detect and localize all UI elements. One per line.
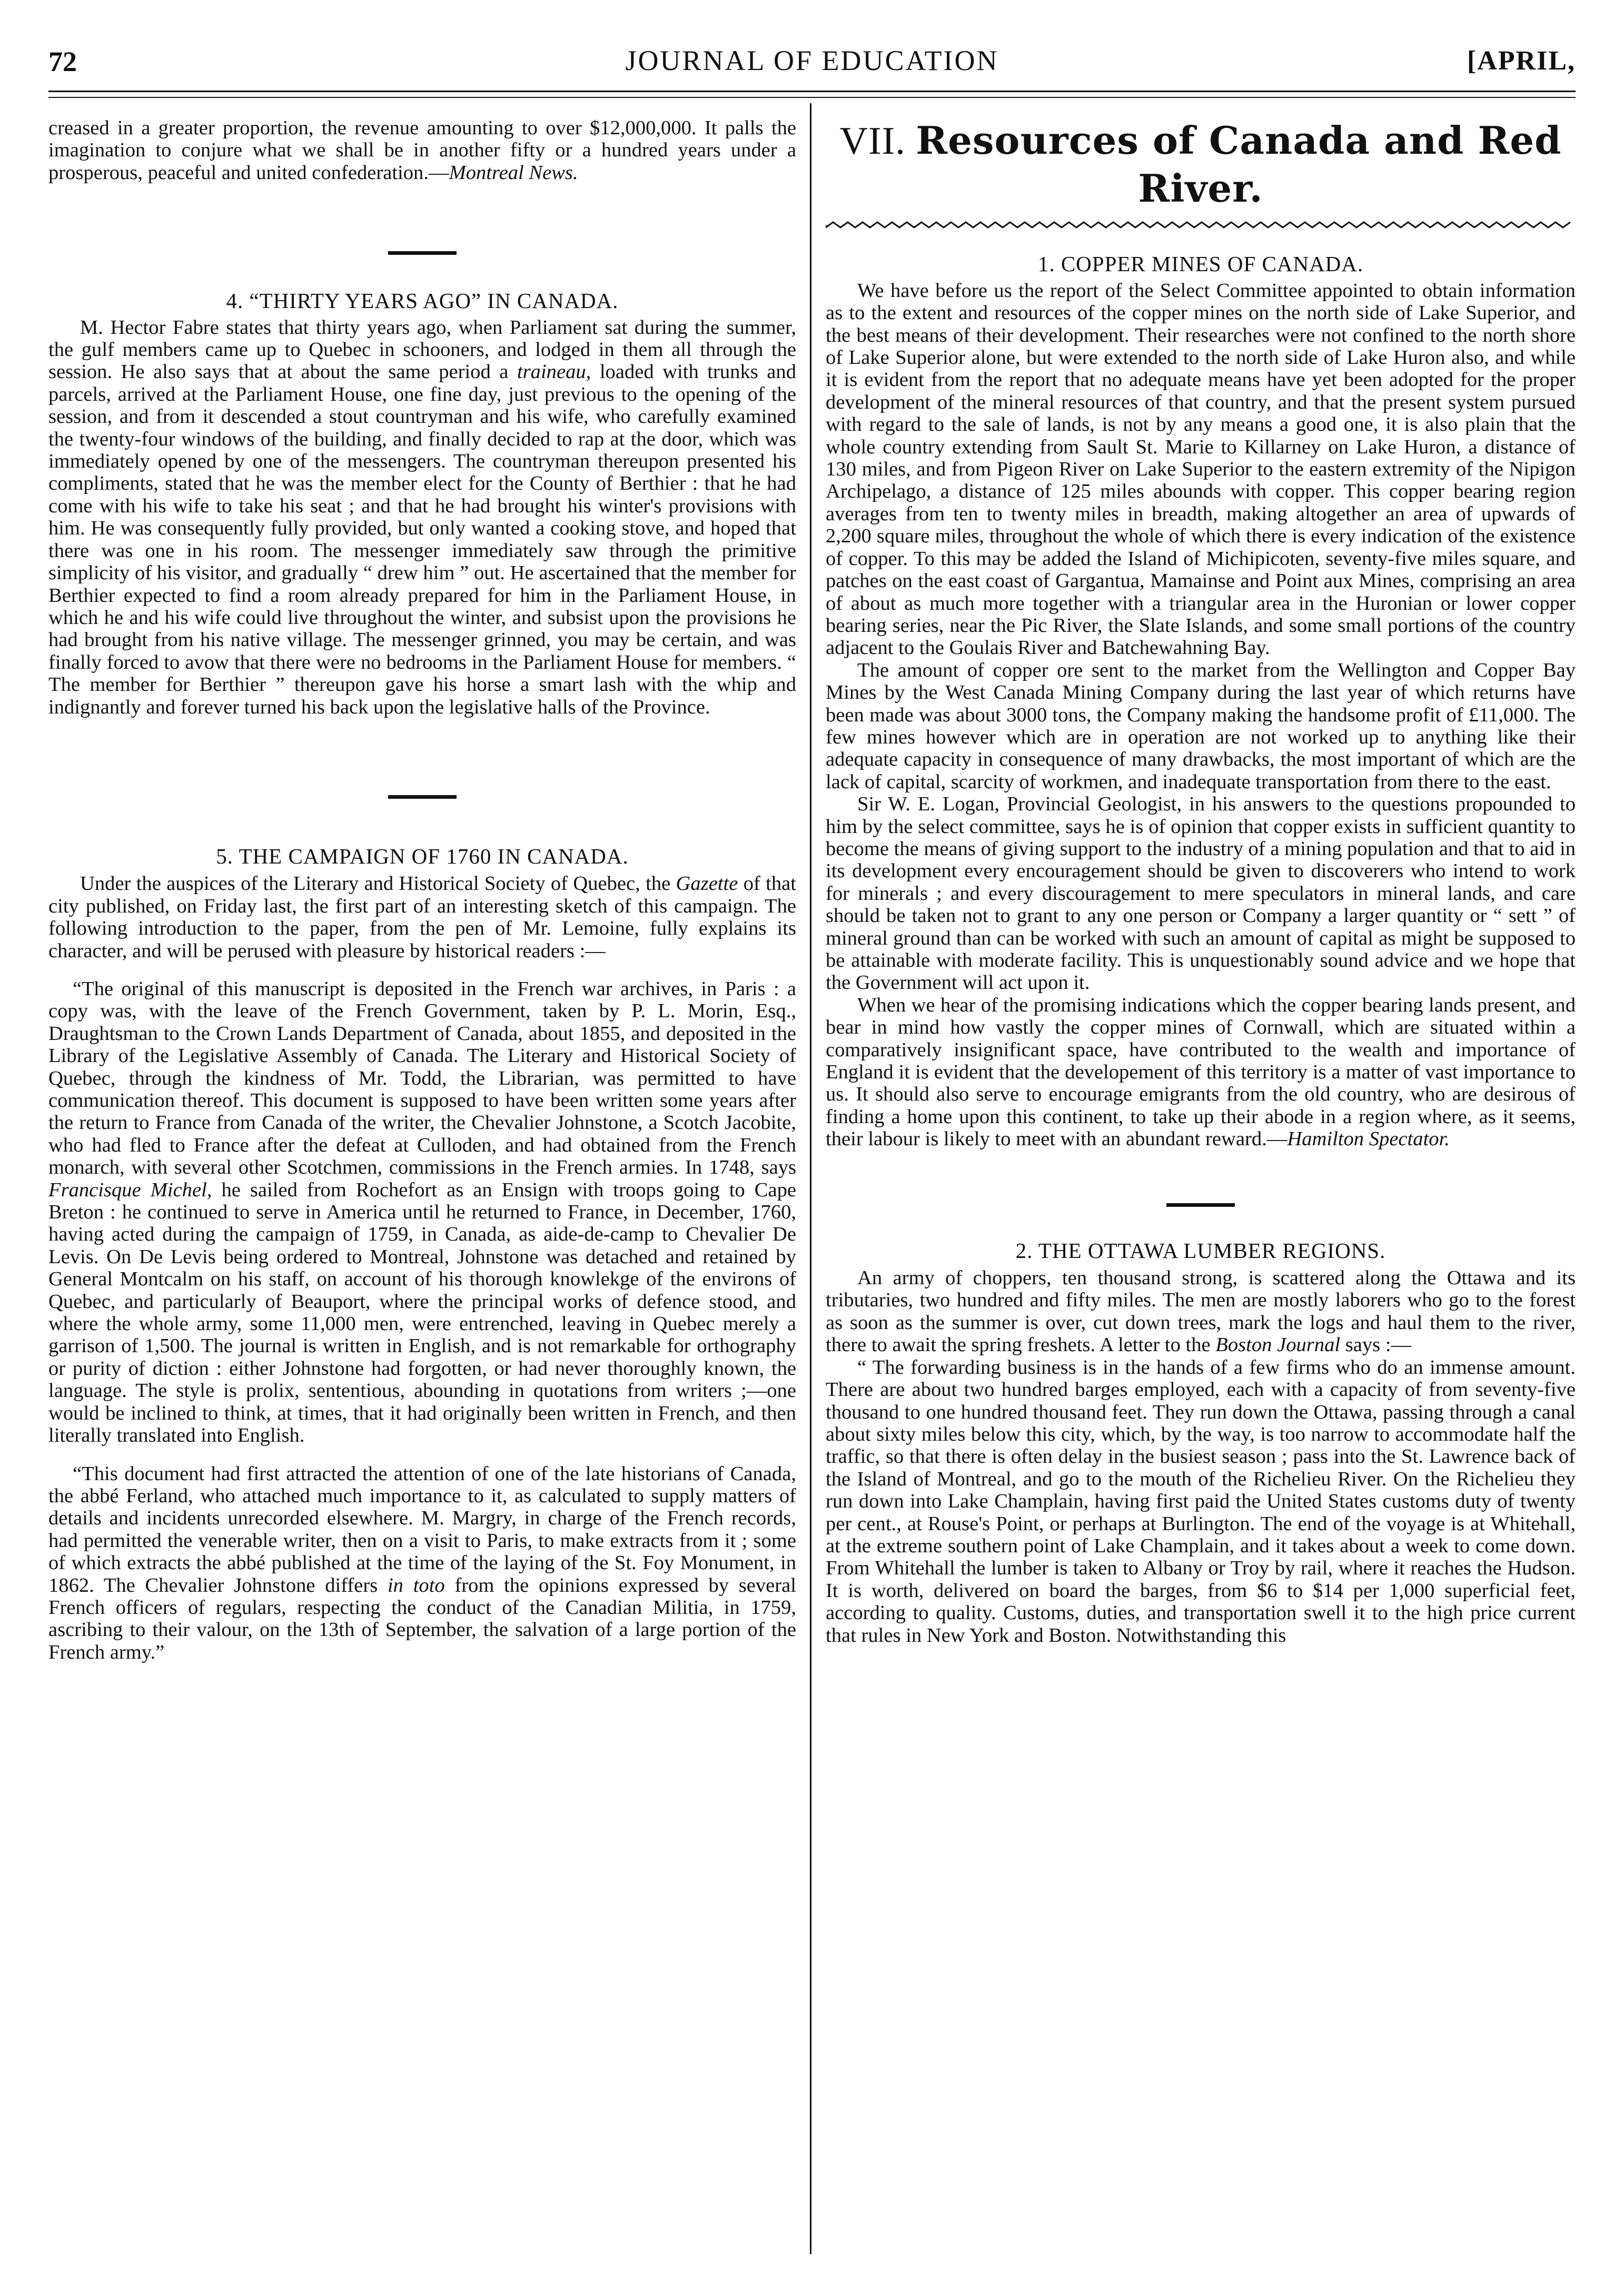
italic-run: in toto	[387, 1574, 445, 1596]
section-4-title: 4. “THIRTY YEARS AGO” IN CANADA.	[226, 289, 619, 313]
italic-run: Gazette	[676, 872, 738, 895]
text-run: “This document had first attracted the attention of one of the late historians of Canada, the abbé Ferland, who attached much importance to it, as calculated to supply matters of details and incidents unrecorded elsewhere. M. Margry, in charge of the French records, had permitted the venerable writer, then on a visit to Paris, to make extracts from it ; some of which extracts the abbé published at the time of the laying of the St. Foy Monument, in 1862. The Chevalier Johnstone differs	[48, 1462, 796, 1596]
copper-paragraph-4	[826, 994, 1576, 1151]
italic-run: Montreal News.	[449, 161, 578, 184]
page-number: 72	[48, 46, 77, 77]
italic-run: Boston Journal	[1215, 1334, 1341, 1356]
text-run: “ The forwarding business is in the hands of a few firms who do an immense amount. There are about two hundred barges employed, each with a capacity of from seventy-five thousand to one hundred thousand feet. They run down the Ottawa, passing through a canal about sixty miles below this city, which, by the way, is too narrow to accommodate half the traffic, so that there is often delay in the busiest season ; pass into the St. Lawrence back of the Island of Montreal, and go to the mouth of the Richelieu River. On the Richelieu they run down into Lake Champlain, having first paid the United States customs duty of twenty per cent., at Rouse's Point, or perhaps at Burlington. The end of the voyage is at Whitehall, at the extreme southern point of Lake Champlain, and it takes about a week to come down. From Whitehall the lumber is taken to Albany or Troy by rail, where it reaches the Hudson. It is worth, delivered on board the barges, from $6 to $14 per 1,000 superficial feet, according to quality. Customs, duties, and transportation swell it to the high price current that rules in New York and Boston. Notwithstanding this	[826, 1356, 1576, 1647]
section-separator	[388, 251, 457, 255]
text-run: The amount of copper ore sent to the market from the Wellington and Copper Bay Mines by the West Canada Mining Company during the last year of which returns have been made was about 3000 tons, the Company making the handsome profit of £11,000. The few mines however which are in operation are not worked up to anything like their adequate capacity in consequence of many drawbacks, the most important of which are the lack of capital, scarcity of workmen, and inadequate transportation from there to the east.	[826, 659, 1576, 793]
copper-paragraph-3	[826, 793, 1576, 994]
text-run: Under the auspices of the Literary and Historical Society of Quebec, the	[80, 872, 676, 895]
text-run: creased in a greater proportion, the revenue amounting to over $12,000,000. It palls the imagination to conjure what we shall be in another fifty or a hundred years under a prosperous, peaceful and united confederation.—	[48, 117, 796, 184]
section-separator	[1166, 1203, 1235, 1207]
heading-wavy-rule	[826, 220, 1576, 230]
text-run: from the opinions expressed by several French officers of regulars, respecting the conduct of the Canadian Militia, in 1759, ascribing to their valour, on the 13th of September, the salvation of a large portion of the French army.”	[48, 1574, 796, 1663]
section-7-heading	[826, 117, 1576, 213]
ottawa-paragraph-2	[826, 1356, 1576, 1647]
section-separator	[388, 795, 457, 799]
text-run: We have before us the report of the Select Committee appointed to obtain information as to the extent and resources of the copper mines on the north side of Lake Superior, and the best means of their development. Their researches were not confined to the north shore of Lake Superior alone, but were extended to the north side of Lake Huron also, and while it is evident from the report that no adequate means have yet been adopted for the proper development of the mineral resources of that country, and that the present system pursued with regard to the sale of lands, is not by any means a good one, it is also plain that the whole country extending from Sault St. Marie to Killarney on Lake Huron, a distance of 130 miles, and from Pigeon River on Lake Superior to the eastern extremity of the Nipigon Archipelago, a distance of 125 miles abounds with copper. This copper bearing region averages from ten to twenty miles in breadth, making altogether an area of upwards of 2,200 square miles, throughout the whole of which there is every indication of the existence of copper. To this may be added the Island of Michipicoten, seventy-five miles square, and patches on the east coast of Gargantua, Mamainse and Point aux Mines, comprising an area of about as much more together with a triangular area in the Huronian or lower copper bearing series, near the Pic River, the Slate Islands, and some small portions of the country adjacent to the Goulais River and Batchewahning Bay.	[826, 279, 1576, 659]
header-rule	[48, 91, 1576, 92]
text-run: loaded with trunks and parcels, arrived at the Parliament House, one fine day, just previous to the opening of the session, and from it descended a stout countryman and his wife, who carefully examined the twenty-four windows of the building, and finally decided to rap at the door, which was immediately opened by one of the messengers. The countryman thereupon presented his compliments, stated that he was the member elect for the County of Berthier : that he had come with his wife to take his seat ; and that he had brought his winter's provisions with him. He was consequently fully provided, but only wanted a cooking stove, and hoped that there was one in his room. The messenger immediately saw through the primitive simplicity of his visitor, and gradually “ drew him ” out. He ascertained that the member for Berthier expected to find a room already prepared for him in the Parliament House, in which he and his wife could live throughout the winter, and subsist upon the provisions he had brought from his native village. The messenger grinned, you may be certain, and was finally forced to avow that there were no bedrooms in the Parliament House for members. “ The member for Berthier ” thereupon gave his horse a smart lash with the whip and indignantly and forever turned his back upon the legislative halls of the Province.	[48, 361, 796, 718]
section-4-paragraph	[48, 316, 796, 718]
text-run: “The original of this manuscript is deposited in the French war archives, in Paris : a copy was, with the leave of the French Government, taken by P. L. Morin, Esq., Draughtsman to the Crown Lands Department of Canada, about 1855, and deposited in the Library of the Legislative Assembly of Canada. The Literary and Historical Society of Quebec, through the kindness of Mr. Todd, the Librarian, was permitted to have communication thereof. This document is supposed to have been written some years after the return to France from Canada of the writer, the Chevalier Johnstone, a Scotch Jacobite, who had fled to France after the defeat at Culloden, and had obtained from the French monarch, with several other Scotchmen, commissions in the French armies. In 1748, says	[48, 977, 796, 1179]
section-5-intro	[48, 872, 796, 962]
text-run: An army of choppers, ten thousand strong, is scattered along the Ottawa and its tributaries, two hundred and fifty miles. The men are mostly laborers who go to the forest as soon as the summer is over, cut down trees, mark the logs and haul them to the river, there to await the spring freshets. A letter to the	[826, 1267, 1576, 1356]
text-run: Sir W. E. Logan, Provincial Geologist, in his answers to the questions propounded to him by the select committee, says he is of opinion that copper exists in sufficient quantity to become the means of giving support to the industry of a mining population and that to aid in its development every encouragement should be given to discoverers who intend to work for minerals ; and every discouragement to mere speculators in mineral lands, and care should be taken not to grant to any one person or Company a larger quantity or “ sett ” of mineral ground than can be worked with such an amount of capital as might be supposed to be attainable with moderate facility. This is unquestionably sound advice and we hope that the Government will act upon it.	[826, 793, 1576, 994]
copper-paragraph-1	[826, 280, 1576, 659]
page-header	[48, 41, 1576, 83]
section-7-title: Resources of Canada and Red River.	[916, 118, 1562, 211]
italic-run: traineau,	[517, 361, 591, 383]
left-column	[48, 117, 796, 1663]
copper-paragraph-2	[826, 659, 1576, 793]
ottawa-lumber-title: 2. THE OTTAWA LUMBER REGIONS.	[1015, 1238, 1386, 1263]
section-7-numeral: VII.	[839, 120, 906, 163]
copper-mines-title: 1. COPPER MINES OF CANADA.	[1037, 252, 1364, 276]
section-5-quote-1	[48, 978, 796, 1447]
italic-run: Hamilton Spectator.	[1287, 1128, 1450, 1151]
text-run: of that city published, on Friday last, the first part of an interesting sketch of this campaign. The following introduction to the paper, from the pen of Mr. Lemoine, fully explains its character, and will be perused with pleasure by historical readers :—	[48, 872, 796, 962]
text-run: says :—	[1340, 1334, 1412, 1356]
section-5-quote-2	[48, 1463, 796, 1664]
column-divider	[810, 103, 811, 2254]
journal-title: JOURNAL OF EDUCATION	[625, 45, 999, 76]
italic-run: Francisque Michel,	[48, 1178, 212, 1201]
header-rule-thin	[48, 97, 1576, 98]
ottawa-paragraph-1	[826, 1267, 1576, 1356]
right-column	[826, 117, 1576, 1647]
issue-month: [APRIL,	[1467, 46, 1576, 76]
text-run: M. Hector Fabre states that thirty years ago, when Parliament sat during the summer, the gulf members came up to Quebec in schooners, and lodged in them all through the session. He also says that at about the same period a	[48, 316, 796, 383]
text-run: When we hear of the promising indications which the copper bearing lands present, and bear in mind how vastly the copper mines of Cornwall, which are situated within a comparatively insignificant space, have contributed to the wealth and importance of England it is evident that the developement of this territory is a matter of vast importance to us. It should also serve to encourage emigrants from the old country, who are desirous of finding a home upon this continent, to take up their abode in a region where, as it seems, their labour is likely to meet with an abundant reward.—	[826, 994, 1576, 1151]
continuation-paragraph	[48, 117, 796, 184]
text-run: he sailed from Rochefort as an Ensign with troops going to Cape Breton : he continued to serve in America until he returned to France, in December, 1760, having acted during the campaign of 1759, in Canada, as aide-de-camp to Chevalier De Levis. On De Levis being ordered to Montreal, Johnstone was detached and retained by General Montcalm on his staff, on account of his thorough knowlekge of the environs of Quebec, and particularly of Beauport, where the principal works of defence stood, and where the whole army, some 11,000 men, were entrenched, leaving in Quebec merely a garrison of 1,500. The journal is written in English, and is not remarkable for orthography or purity of diction : either Johnstone had forgotten, or had never thoroughly known, the language. The style is prolix, sententious, abounding in quotations from writers ;—one would be inclined to think, at times, that it had originally been written in French, and then literally translated into English.	[48, 1178, 796, 1447]
section-5-title: 5. THE CAMPAIGN OF 1760 IN CANADA.	[216, 844, 629, 868]
